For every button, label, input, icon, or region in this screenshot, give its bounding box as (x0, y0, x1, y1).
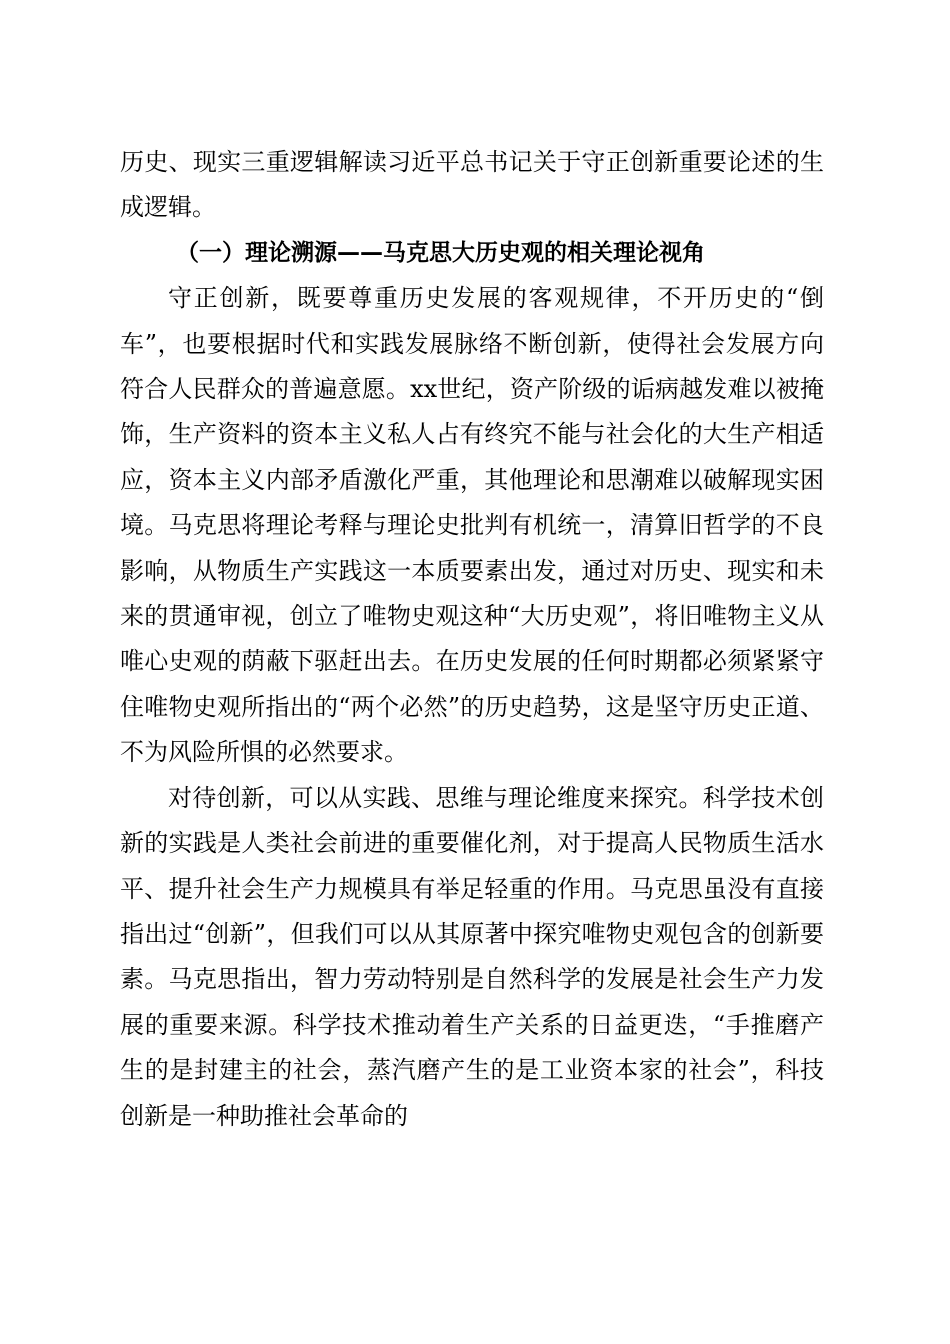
body-paragraph-1: 守正创新，既要尊重历史发展的客观规律，不开历史的“倒车”，也要根据时代和实践发展脉络不断创新，使得社会发展方向符合人民群众的普遍意愿。xx世纪，资产阶级的诟病越发难以被掩饰，生产资料的资本主义私人占有终究不能与社会化的大生产相适应，资本主义内部矛盾激化严重，其他理论和思潮难以破解现实困境。马克思将理论考释与理论史批判有机统一，清算旧哲学的不良影响，从物质生产实践这一本质要素出发，通过对历史、现实和未来的贯通审视，创立了唯物史观这种“大历史观”，将旧唯物主义从唯心史观的荫蔽下驱赶出去。在历史发展的任何时期都必须紧紧守住唯物史观所指出的“两个必然”的历史趋势，这是坚守历史正道、不为风险所惧的必然要求。 (120, 284, 824, 767)
section-heading: （一）理论溯源——马克思大历史观的相关理论视角 (176, 239, 705, 266)
document-body (120, 140, 824, 1139)
continuation-paragraph: 历史、现实三重逻辑解读习近平总书记关于守正创新重要论述的生成逻辑。 (120, 148, 824, 222)
body-paragraph-2: 对待创新，可以从实践、思维与理论维度来探究。科学技术创新的实践是人类社会前进的重要催化剂，对于提高人民物质生活水平、提升社会生产力规模具有举足轻重的作用。马克思虽没有直接指出过“创新”，但我们可以从其原著中探究唯物史观包含的创新要素。马克思指出，智力劳动特别是自然科学的发展是社会生产力发展的重要来源。科学技术推动着生产关系的日益更迭，“手推磨产生的是封建主的社会，蒸汽磨产生的是工业资本家的社会”，科技创新是一种助推社会革命的 (120, 783, 824, 1130)
